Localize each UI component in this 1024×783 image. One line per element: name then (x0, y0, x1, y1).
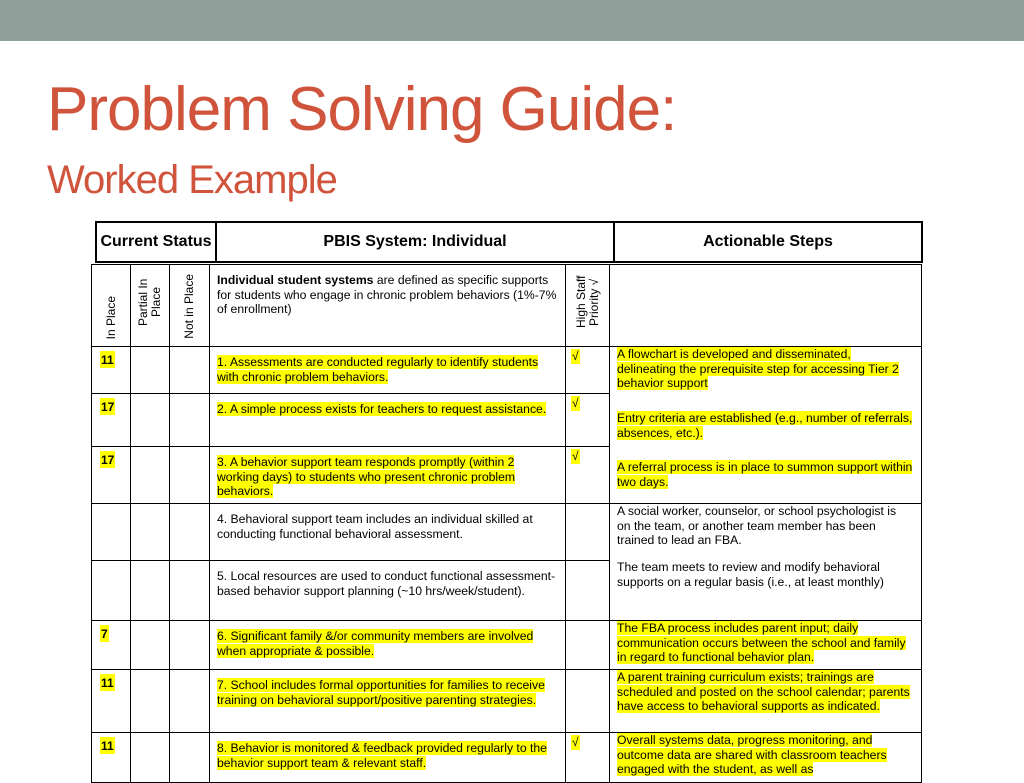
in-place-count: 11 (101, 353, 114, 367)
action-step: A referral process is in place to summon support within two days. (617, 460, 913, 489)
col-not-in-place: Not in Place (170, 265, 210, 347)
table-row (92, 670, 922, 733)
action-step: The team meets to review and modify behavioral supports on a regular basis (i.e., at least monthly) (617, 560, 884, 589)
table-header (95, 221, 923, 263)
in-place-count: 11 (101, 676, 114, 690)
header-current-status: Current Status (97, 223, 217, 261)
header-actionable-steps: Actionable Steps (703, 233, 833, 250)
in-place-count: 17 (101, 453, 115, 467)
item-text: 5. Local resources are used to conduct functional assessment-based behavior support planning (~10 hrs/week/student). (217, 569, 556, 598)
slide-title: Problem Solving Guide: (47, 75, 677, 144)
col-partial: Partial In Place (131, 265, 170, 347)
priority-check: √ (572, 735, 579, 749)
priority-check: √ (572, 349, 579, 363)
table-row (92, 347, 922, 394)
table-row (92, 504, 922, 561)
action-step: A social worker, counselor, or school psychologist is on the team, or another team member has been trained to lead an FBA. (617, 504, 897, 548)
table-row (92, 621, 922, 670)
header-pbis-system: PBIS System: Individual (217, 223, 615, 261)
action-step: A parent training curriculum exists; trainings are scheduled and posted on the school calendar; parents have access to behavioral supports as indicated. (617, 670, 910, 714)
slide-subtitle: Worked Example (47, 158, 337, 202)
col-in-place: In Place (92, 265, 131, 347)
col-priority: High Staff Priority √ (566, 265, 610, 347)
col-steps-blank (610, 265, 922, 347)
item-text: 4. Behavioral support team includes an individual skilled at conducting functional behavioral assessment. (217, 512, 533, 541)
table-row (92, 733, 922, 783)
item-text: 3. A behavior support team responds promptly (within 2 working days) to students who present chronic problem behaviors. (217, 455, 516, 499)
table-subheader-row (92, 265, 922, 347)
in-place-count: 11 (101, 739, 114, 753)
action-step: Entry criteria are established (e.g., number of referrals, absences, etc.). (617, 411, 913, 440)
action-step: Overall systems data, progress monitoring, and outcome data are shared with classroom teachers engaged with the student, as well as (617, 733, 887, 777)
in-place-count: 17 (101, 400, 115, 414)
item-text: 1. Assessments are conducted regularly to identify students with chronic problem behaviors. (217, 355, 539, 384)
priority-check: √ (572, 396, 579, 410)
item-text: 6. Significant family &/or community members are involved when appropriate & possible. (217, 629, 534, 658)
item-text: 2. A simple process exists for teachers to request assistance. (217, 402, 547, 416)
in-place-count: 7 (101, 627, 108, 641)
pbis-table (91, 264, 922, 783)
action-step: The FBA process includes parent input; daily communication occurs between the school and family in regard to functional behavior plan. (617, 621, 906, 665)
top-banner (0, 0, 1024, 41)
intro-text: Individual student systems are defined as specific supports for students who engage in chronic problem behaviors (1%-7% of enrollment) (210, 265, 566, 347)
item-text: 7. School includes formal opportunities for families to receive training on behavioral support/positive parenting strategies. (217, 678, 545, 707)
action-step: A flowchart is developed and disseminated, delineating the prerequisite step for accessing Tier 2 behavior support (617, 347, 899, 391)
priority-check: √ (572, 449, 579, 463)
item-text: 8. Behavior is monitored & feedback provided regularly to the behavior support team & relevant staff. (217, 741, 547, 770)
